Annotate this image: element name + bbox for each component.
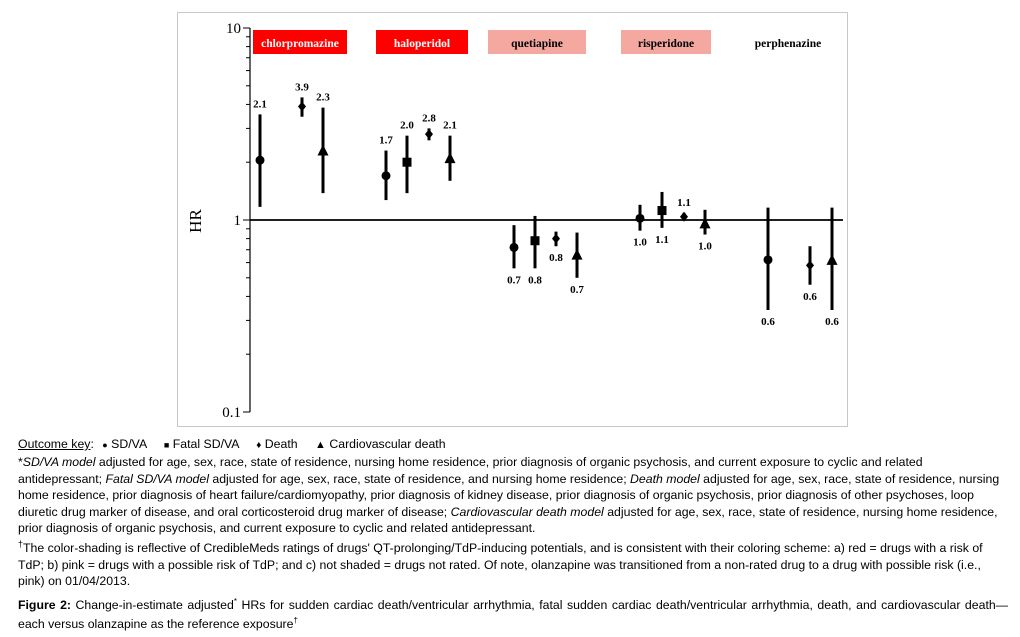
- legend-item-death: [256, 437, 297, 451]
- point-marker-triangle: [700, 217, 711, 228]
- figure-label: Figure 2:: [18, 598, 72, 613]
- data-label: 1.1: [655, 233, 669, 246]
- drug-label-perphenazine: perphenazine: [754, 38, 822, 50]
- data-label: 1.1: [677, 196, 691, 209]
- legend-label: Cardiovascular death: [329, 437, 446, 451]
- point-marker-triangle: [572, 249, 583, 260]
- point-marker-circle: [764, 255, 773, 264]
- data-label: 2.1: [443, 119, 457, 132]
- point-marker-triangle: [445, 152, 456, 163]
- drug-label-risperidone: risperidone: [637, 38, 695, 50]
- data-label: 0.8: [528, 274, 542, 287]
- data-label: 0.6: [803, 290, 817, 303]
- square-icon: ■: [163, 440, 170, 450]
- point-marker-diamond: [425, 129, 433, 139]
- point-marker-diamond: [298, 102, 306, 112]
- data-label: 0.7: [507, 274, 521, 287]
- legend-item-fatal-sdva: [164, 437, 239, 451]
- data-label: 1.0: [698, 240, 712, 253]
- model-footnote: [18, 454, 1008, 536]
- data-label: 2.0: [400, 119, 414, 132]
- model-text: adjusted for age, sex, race, state of residence, nursing home residence, prior diagnosis of heart failure/cardiomyopathy, prior diagnosis of kidney disease, prior diagnosis of organic psychosis, prior diagnosis of other psychoses, loop diuretic drug marker of disease, and oral corticosteroid drug marker of disease;: [18, 471, 1000, 519]
- figure-caption: [18, 594, 1008, 632]
- chart-notes: [18, 436, 1008, 590]
- point-marker-triangle: [827, 254, 838, 265]
- drug-label-haloperidol: haloperidol: [393, 38, 451, 50]
- y-tick-label: 10: [226, 21, 241, 37]
- model-name: SD/VA model: [22, 455, 96, 470]
- model-name: Fatal SD/VA model: [105, 471, 209, 486]
- point-marker-triangle: [318, 145, 329, 156]
- shading-footnote: [18, 536, 1008, 589]
- circle-icon: ●: [102, 440, 108, 450]
- model-text: adjusted for age, sex, race, state of residence, and nursing home residence;: [208, 471, 631, 486]
- legend-title: Outcome key: [18, 437, 91, 451]
- footnote-mark: *: [18, 455, 23, 470]
- caption-mark: *: [233, 597, 237, 606]
- caption-text: HRs for sudden cardiac death/ventricular arrhythmia, fatal sudden cardiac death/ventricular arrhythmia, death, and cardiovascular death—each versus olanzapine as the reference exposure: [18, 598, 1008, 632]
- drug-label-quetiapine: quetiapine: [511, 38, 563, 50]
- shading-text: The color-shading is reflective of CredibleMeds ratings of drugs' QT-prolonging/TdP-inducing potentials, and is consistent with their coloring scheme: a) red = drugs with a risk of TdP; b) pink = drugs with a possible risk of TdP; and c) not shaded = drugs not rated. Of note, olanzapine was transitioned from a non-rated drug to a drug with possible risk (i.e., pink) on 01/04/2013.: [18, 541, 983, 589]
- diamond-icon: ♦: [256, 440, 262, 451]
- data-label: 0.8: [549, 252, 563, 265]
- legend-colon: :: [90, 437, 94, 451]
- data-label: 2.8: [422, 112, 436, 125]
- model-text: adjusted for age, sex, race, state of residence, nursing home residence, prior diagnosis of organic psychosis, and current exposure to cyclic and related antidepressant;: [18, 455, 923, 486]
- triangle-icon: ▲: [315, 439, 326, 451]
- model-name: Cardiovascular death model: [450, 504, 604, 519]
- data-label: 1.0: [633, 236, 647, 249]
- point-marker-diamond: [806, 260, 814, 270]
- legend-label: SD/VA: [111, 437, 147, 451]
- point-marker-square: [403, 158, 412, 167]
- point-marker-circle: [382, 171, 391, 180]
- y-axis-title: HR: [186, 209, 205, 233]
- caption-mark: †: [293, 616, 298, 626]
- data-label: 0.6: [761, 315, 775, 328]
- point-marker-diamond: [552, 234, 560, 244]
- model-name: Death model: [630, 471, 700, 486]
- legend-label: Death: [264, 437, 298, 451]
- point-marker-circle: [636, 214, 645, 223]
- footnote-mark: †: [18, 539, 24, 550]
- y-tick-label: 0.1: [222, 405, 241, 421]
- legend-item-cv-death: [315, 437, 446, 451]
- model-text: adjusted for age, sex, race, state of residence, nursing home residence, prior diagnosis of organic psychosis, and current exposure to cyclic and related antidepressant.: [18, 504, 998, 536]
- caption-text: Change-in-estimate adjusted: [71, 598, 234, 613]
- data-label: 2.1: [253, 98, 267, 111]
- data-label: 3.9: [295, 81, 309, 94]
- point-marker-square: [531, 236, 540, 245]
- legend-line: [18, 436, 1008, 454]
- point-marker-circle: [510, 243, 519, 252]
- legend-label: Fatal SD/VA: [172, 437, 239, 451]
- y-tick-label: 1: [233, 213, 241, 229]
- data-label: 2.3: [316, 91, 330, 104]
- point-marker-circle: [256, 156, 265, 165]
- data-label: 1.7: [379, 134, 393, 147]
- data-label: 0.6: [825, 315, 839, 328]
- point-marker-square: [658, 206, 667, 215]
- legend-item-sdva: [102, 437, 146, 451]
- data-label: 0.7: [570, 283, 584, 296]
- drug-label-chlorpromazine: chlorpromazine: [261, 38, 339, 50]
